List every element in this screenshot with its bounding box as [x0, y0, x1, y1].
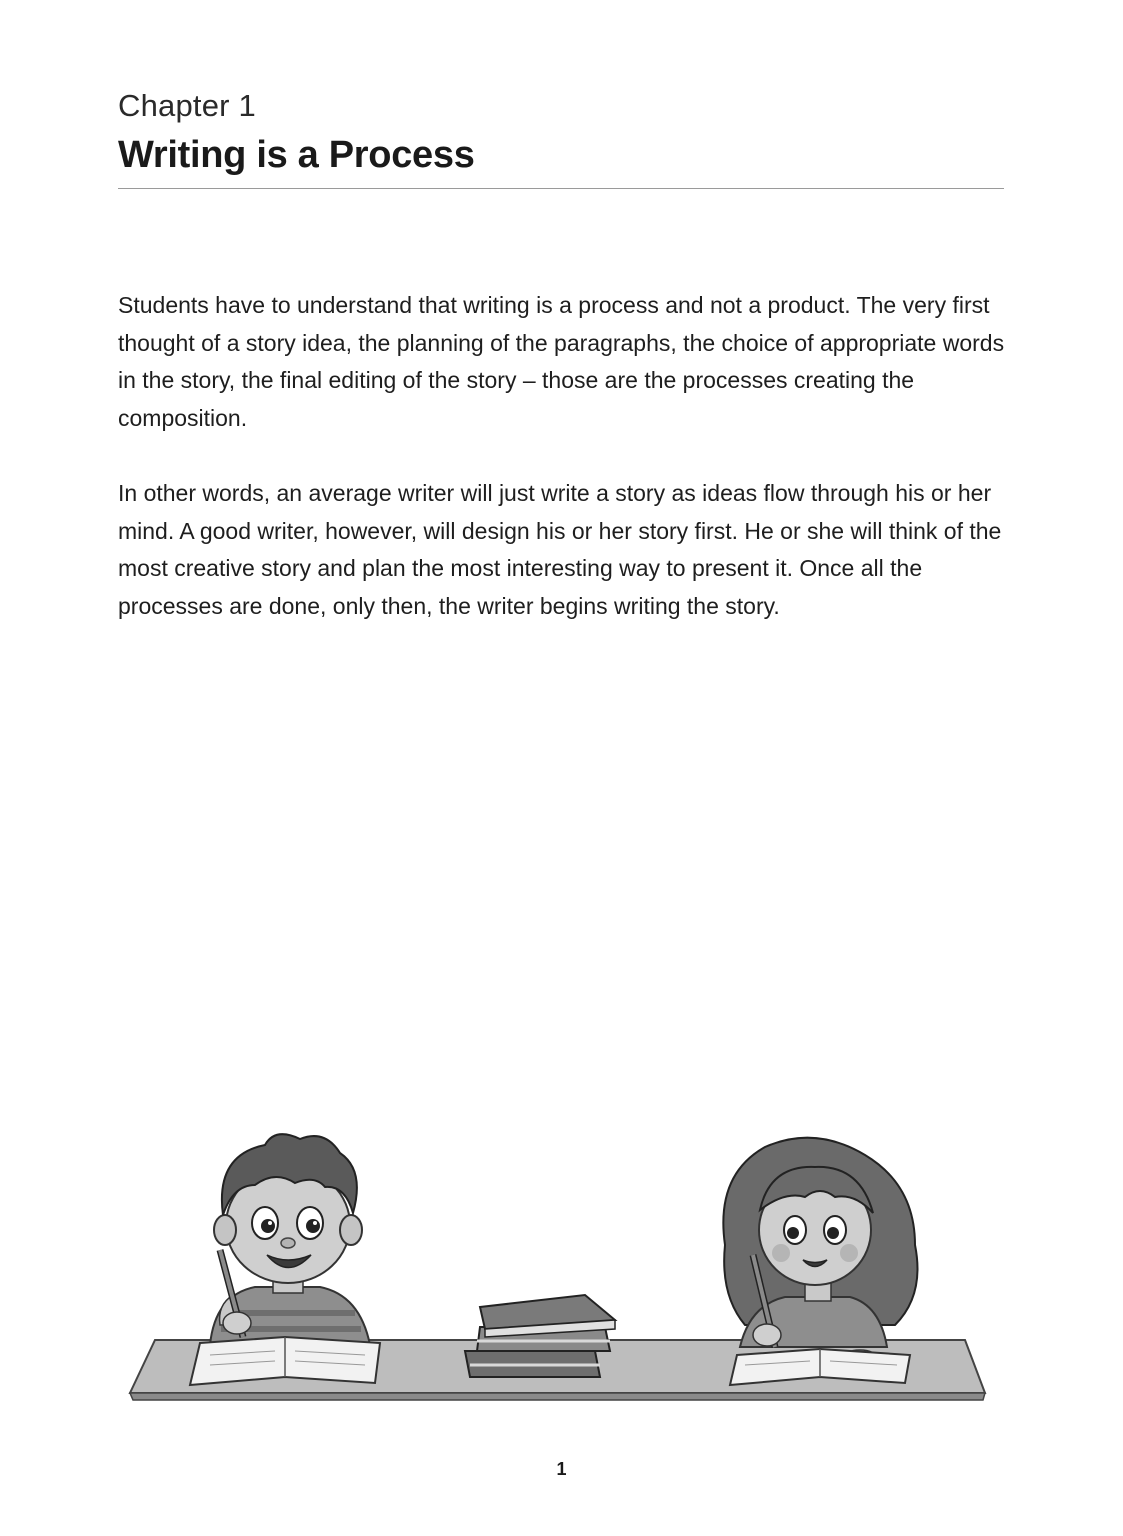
children-writing-illustration — [125, 1115, 995, 1415]
paragraph: Students have to understand that writing is a process and not a product. The very first thought of a story idea, the planning of the paragraphs, the choice of appropriate words in the story, the final editing of the story – those are the processes creating the composition. — [118, 292, 1005, 431]
chapter-title: Writing is a Process — [118, 134, 475, 176]
title-divider — [118, 188, 1004, 189]
chapter-label: Chapter 1 — [118, 88, 256, 123]
boy-figure — [190, 1134, 380, 1385]
books-stack-icon — [465, 1295, 615, 1377]
page-number: 1 — [556, 1459, 567, 1479]
paragraph: In other words, an average writer will just write a story as ideas flow through his or her mind. A good writer, however, will design his or her story first. He or she will think of the most creative story and plan the most interesting way to present it. Once all the processes are done, only then, the writer begins writing the story. — [118, 480, 1002, 619]
